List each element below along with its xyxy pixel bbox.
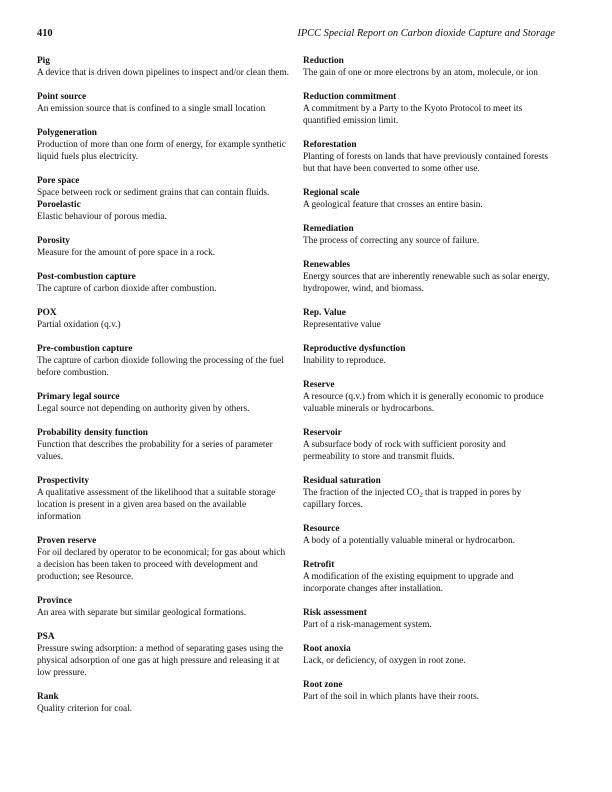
- glossary-term: Reserve: [303, 380, 335, 390]
- glossary-entry-polygeneration: [37, 127, 289, 163]
- glossary-entry-province: [37, 595, 289, 619]
- glossary-entry-reforestation: [303, 139, 555, 175]
- glossary-term: PSA: [37, 632, 55, 642]
- glossary-definition: Production of more than one form of energy, for example synthetic liquid fuels plus electricity.: [37, 140, 286, 162]
- glossary-entry-psa: [37, 631, 289, 679]
- glossary-term: Resource: [303, 524, 340, 534]
- glossary-definition: A body of a potentially valuable mineral or hydrocarbon.: [303, 536, 515, 546]
- glossary-entry-reservoir: [303, 427, 555, 463]
- glossary-term: Probability density function: [37, 428, 148, 438]
- glossary-term: Regional scale: [303, 188, 360, 198]
- glossary-entry-reproductive-dysfunction: [303, 343, 555, 367]
- glossary-definition: Part of a risk-management system.: [303, 620, 432, 630]
- glossary-definition: Representative value: [303, 320, 381, 330]
- glossary-definition: Function that describes the probability for a series of parameter values.: [37, 440, 273, 462]
- glossary-term: Rank: [37, 692, 59, 702]
- glossary-term: Residual saturation: [303, 476, 381, 486]
- glossary-entry-post-combustion-capture: [37, 271, 289, 295]
- glossary-definition: A resource (q.v.) from which it is generally economic to produce valuable minerals or hydrocarbons.: [303, 392, 544, 414]
- glossary-definition: A device that is driven down pipelines to inspect and/or clean them.: [37, 68, 289, 78]
- glossary-definition: For oil declared by operator to be economical; for gas about which a decision has been taken to proceed with development and production; see Resource.: [37, 548, 286, 582]
- glossary-entry-primary-legal-source: [37, 391, 289, 415]
- glossary-definition: Lack, or deficiency, of oxygen in root zone.: [303, 656, 466, 666]
- glossary-term: Rep. Value: [303, 308, 346, 318]
- glossary-term: Pig: [37, 56, 50, 66]
- glossary-definition: A geological feature that crosses an entire basin.: [303, 200, 483, 210]
- glossary-definition: Elastic behaviour of porous media.: [37, 212, 167, 222]
- glossary-definition: Legal source not depending on authority given by others.: [37, 404, 250, 414]
- definition-text: that is trapped in pores by capillary forces.: [303, 488, 522, 510]
- glossary-term: Porosity: [37, 236, 70, 246]
- glossary-definition: A subsurface body of rock with sufficient porosity and permeability to store and transmit fluids.: [303, 440, 506, 462]
- glossary-entry-renewables: [303, 259, 555, 295]
- glossary-entry-reserve: [303, 379, 555, 415]
- glossary-definition: An area with separate but similar geological formations.: [37, 608, 247, 618]
- glossary-entry-prospectivity: [37, 475, 289, 523]
- glossary-entry-probability-density-function: [37, 427, 289, 463]
- glossary-definition: Pressure swing adsorption: a method of separating gases using the physical adsorption of one gas at high pressure and releasing it at low pressure.: [37, 644, 284, 678]
- glossary-definition: The process of correcting any source of failure.: [303, 236, 480, 246]
- glossary-term: Risk assessment: [303, 608, 367, 618]
- glossary-term: Reproductive dysfunction: [303, 344, 406, 354]
- glossary-definition: Partial oxidation (q.v.): [37, 320, 121, 330]
- glossary-definition: An emission source that is confined to a single small location: [37, 104, 266, 114]
- glossary-term: Reduction commitment: [303, 92, 397, 102]
- running-title: IPCC Special Report on Carbon dioxide Capture and Storage: [297, 28, 555, 39]
- glossary-term: Polygeneration: [37, 128, 97, 138]
- glossary-definition: A modification of the existing equipment to upgrade and incorporate changes after installation.: [303, 572, 514, 594]
- definition-text: The fraction of the injected CO: [303, 488, 420, 498]
- glossary-entry-reduction-commitment: [303, 91, 555, 127]
- glossary-term: Pre-combustion capture: [37, 344, 133, 354]
- glossary-term: Retrofit: [303, 560, 335, 570]
- glossary-term: Renewables: [303, 260, 350, 270]
- glossary-entry-residual-saturation: [303, 475, 555, 511]
- glossary-entry-remediation: [303, 223, 555, 247]
- glossary-term: Root anoxia: [303, 644, 351, 654]
- glossary-term: Prospectivity: [37, 476, 89, 486]
- glossary-term: Reforestation: [303, 140, 357, 150]
- glossary-definition: [303, 487, 555, 511]
- glossary-definition: Quality criterion for coal.: [37, 704, 132, 714]
- glossary-definition: The capture of carbon dioxide after combustion.: [37, 284, 217, 294]
- glossary-term: Poroelastic: [37, 200, 81, 210]
- glossary-entry-pox: [37, 307, 289, 331]
- glossary-definition: A commitment by a Party to the Kyoto Protocol to meet its quantified emission limit.: [303, 104, 523, 126]
- glossary-entry-rank: [37, 691, 289, 715]
- glossary-entry-resource: [303, 523, 555, 547]
- glossary-entry-pre-combustion-capture: [37, 343, 289, 379]
- glossary-definition: A qualitative assessment of the likelihood that a suitable storage location is present in a given area based on the available information: [37, 488, 276, 522]
- glossary-definition: Planting of forests on lands that have previously contained forests but that have been converted to some other use.: [303, 152, 549, 174]
- glossary-entry-point-source: [37, 91, 289, 115]
- glossary-term: Remediation: [303, 224, 354, 234]
- glossary-definition: Space between rock or sediment grains that can contain fluids.: [37, 188, 270, 198]
- glossary-left-column: [37, 55, 289, 715]
- glossary-term: POX: [37, 308, 57, 318]
- glossary-term: Root zone: [303, 680, 343, 690]
- glossary-term: Reduction: [303, 56, 344, 66]
- page-number: 410: [37, 28, 53, 39]
- glossary-entry-poroelastic: [37, 199, 289, 223]
- glossary-entry-rep-value: [303, 307, 555, 331]
- glossary-term: Province: [37, 596, 72, 606]
- glossary-entry-risk-assessment: [303, 607, 555, 631]
- glossary-entry-porosity: [37, 235, 289, 259]
- glossary-right-column: [303, 55, 555, 703]
- glossary-definition: The capture of carbon dioxide following the processing of the fuel before combustion.: [37, 356, 284, 378]
- glossary-entry-reduction: [303, 55, 555, 79]
- glossary-entry-regional-scale: [303, 187, 555, 211]
- glossary-term: Post-combustion capture: [37, 272, 136, 282]
- glossary-term: Reservoir: [303, 428, 342, 438]
- glossary-definition: Part of the soil in which plants have their roots.: [303, 692, 480, 702]
- glossary-entry-pore-space: [37, 175, 289, 199]
- subscript-2: 2: [419, 491, 423, 499]
- glossary-entry-retrofit: [303, 559, 555, 595]
- glossary-term: Point source: [37, 92, 87, 102]
- glossary-definition: Measure for the amount of pore space in a rock.: [37, 248, 216, 258]
- glossary-entry-proven-reserve: [37, 535, 289, 583]
- glossary-definition: Inability to reproduce.: [303, 356, 386, 366]
- glossary-definition: The gain of one or more electrons by an atom, molecule, or ion: [303, 68, 538, 78]
- glossary-definition: Energy sources that are inherently renewable such as solar energy, hydropower, wind, and biomass.: [303, 272, 550, 294]
- glossary-entry-root-anoxia: [303, 643, 555, 667]
- glossary-entry-root-zone: [303, 679, 555, 703]
- glossary-term: Pore space: [37, 176, 80, 186]
- glossary-term: Primary legal source: [37, 392, 120, 402]
- glossary-term: Proven reserve: [37, 536, 97, 546]
- glossary-entry-pig: [37, 55, 289, 79]
